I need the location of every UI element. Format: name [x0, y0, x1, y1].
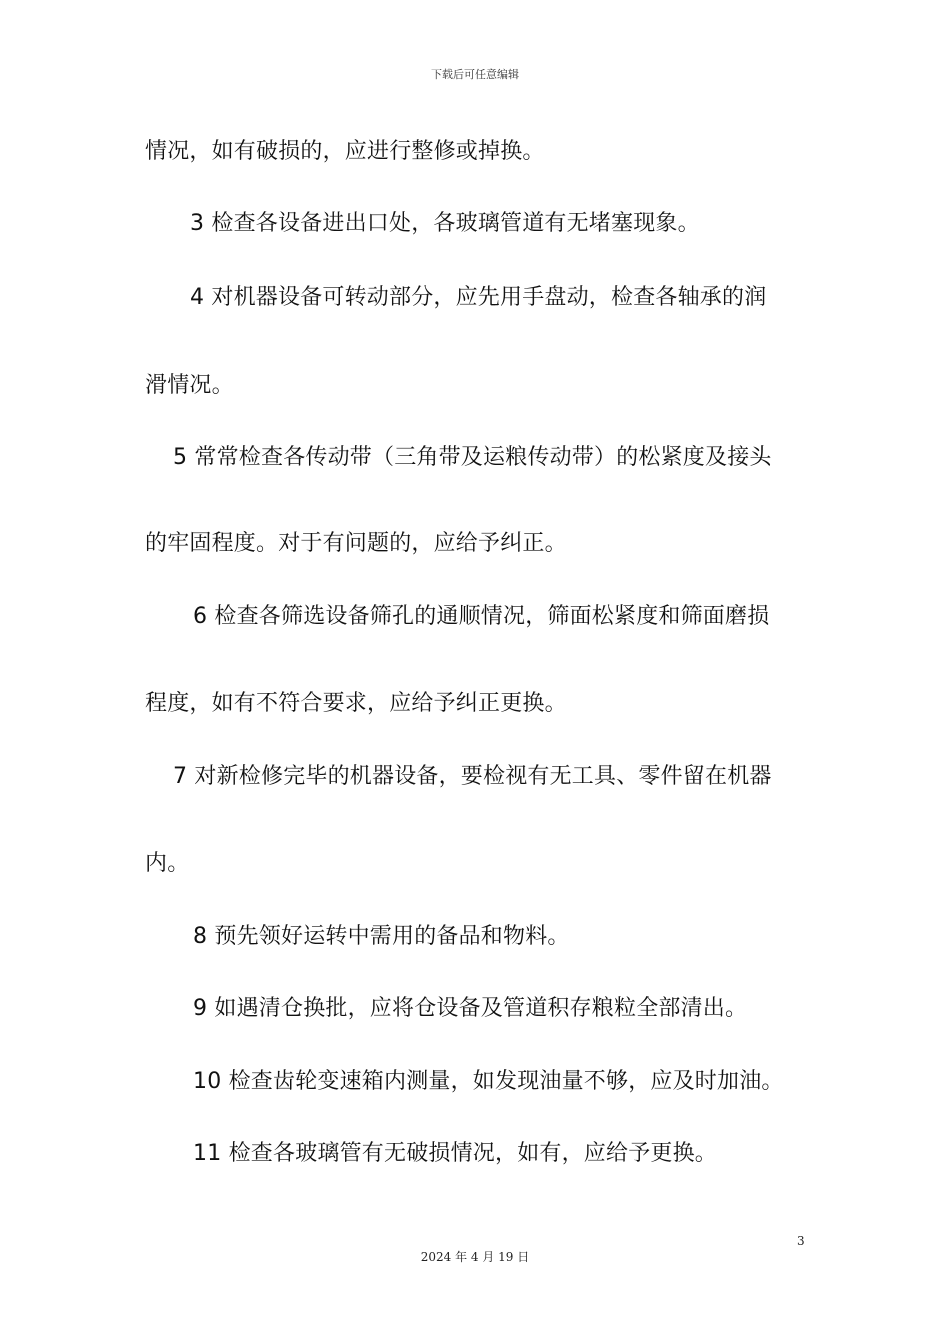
- body-line: 11 检查各玻璃管有无破损情况，如有，应给予更换。: [193, 1141, 717, 1166]
- body-line: 5 常常检查各传动带（三角带及运粮传动带）的松紧度及接头: [173, 445, 772, 470]
- body-line: 10 检查齿轮变速箱内测量，如发现油量不够，应及时加油。: [193, 1069, 784, 1094]
- body-line: 9 如遇清仓换批，应将仓设备及管道积存粮粒全部清出。: [193, 996, 748, 1021]
- page-number: 3: [797, 1234, 805, 1248]
- body-line: 3 检查各设备进出口处，各玻璃管道有无堵塞现象。: [190, 211, 700, 236]
- body-line: 6 检查各筛选设备筛孔的通顺情况，筛面松紧度和筛面磨损: [193, 604, 770, 629]
- body-line: 情况，如有破损的，应进行整修或掉换。: [145, 139, 545, 164]
- body-line: 的牢固程度。对于有问题的，应给予纠正。: [145, 531, 567, 556]
- footer-date: 2024 年 4 月 19 日: [420, 1250, 530, 1264]
- body-line: 内。: [145, 851, 190, 876]
- header-note: 下载后可任意编辑: [431, 68, 519, 81]
- body-line: 程度，如有不符合要求，应给予纠正更换。: [145, 691, 567, 716]
- body-line: 4 对机器设备可转动部分，应先用手盘动，检查各轴承的润: [190, 285, 767, 310]
- body-line: 滑情况。: [145, 373, 234, 398]
- body-line: 8 预先领好运转中需用的备品和物料。: [193, 924, 570, 949]
- body-line: 7 对新检修完毕的机器设备，要检视有无工具、零件留在机器: [173, 764, 772, 789]
